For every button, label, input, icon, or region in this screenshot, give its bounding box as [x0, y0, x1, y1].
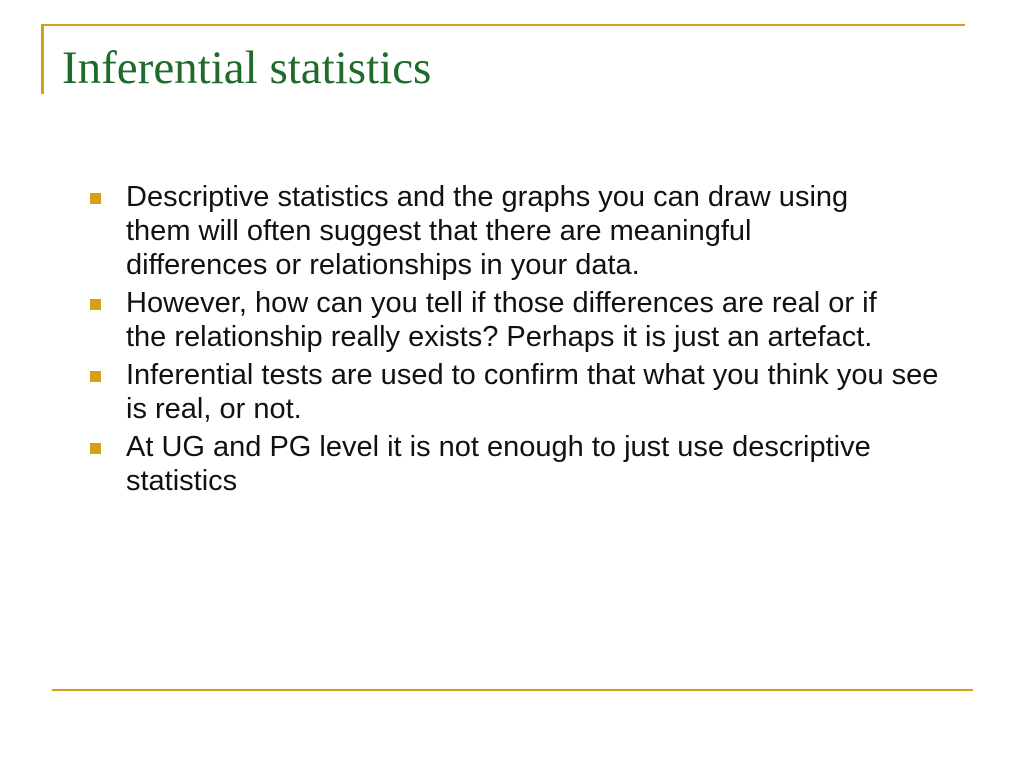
bullet-text: Inferential tests are used to confirm that what you think you see is real, or not.	[126, 359, 939, 425]
bullet-text: However, how can you tell if those differences are real or if the relationship really exists? Perhaps it is just an artefact.	[126, 287, 877, 353]
bullet-item	[90, 430, 906, 498]
left-border-line	[41, 24, 44, 94]
bullet-item	[90, 180, 886, 282]
bullet-item	[90, 286, 886, 354]
slide-title: Inferential statistics	[62, 42, 432, 94]
top-border-line	[41, 24, 965, 26]
square-bullet-icon	[90, 299, 101, 310]
bullet-list	[90, 180, 970, 502]
bullet-item	[90, 358, 946, 426]
bottom-border-line	[52, 689, 973, 691]
square-bullet-icon	[90, 443, 101, 454]
bullet-text: Descriptive statistics and the graphs you can draw using them will often suggest that there are meaningful differences or relationships in your data.	[126, 181, 849, 281]
square-bullet-icon	[90, 193, 101, 204]
bullet-text: At UG and PG level it is not enough to just use descriptive statistics	[126, 431, 871, 497]
square-bullet-icon	[90, 371, 101, 382]
